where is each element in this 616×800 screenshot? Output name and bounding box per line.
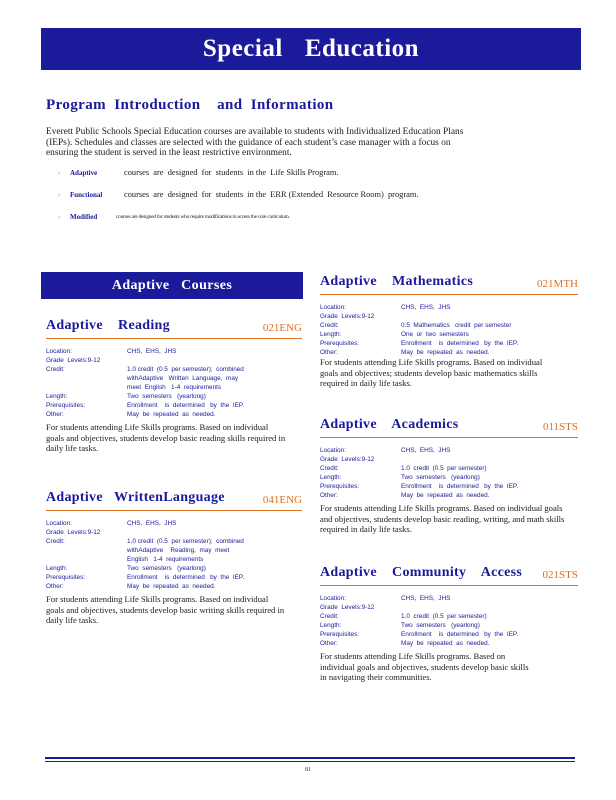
bullet-term: Modified <box>70 213 98 221</box>
course-name: Adaptive Mathematics <box>320 274 474 289</box>
bullet-text: courses are designed for students who require modifications to access the core curriculum. <box>116 214 290 220</box>
grade-levels-label: Grade Levels: <box>46 357 88 364</box>
credit-value: 1.0 credit (0.5 per semester) <box>401 613 487 620</box>
course-code: 021ENG <box>262 322 302 334</box>
bullet-marker-icon: › <box>58 213 61 221</box>
course-header <box>46 484 302 511</box>
footer-rule-thin <box>45 761 575 762</box>
course-code: 041ENG <box>262 494 302 506</box>
credit-line: 1.0 credit (0.5 per semester); combined <box>127 366 244 373</box>
location-value: CHS, EHS, JHS <box>401 447 451 454</box>
credit-value: 1.0 credit (0.5 per semester) <box>401 465 487 472</box>
length-value: One or two semesters <box>401 331 469 338</box>
banner-word-1: Special <box>202 35 283 62</box>
course-name: Adaptive Academics <box>320 417 459 432</box>
length-value: Two semesters (yearlong) <box>127 565 206 572</box>
course-code: 011STS <box>542 421 578 433</box>
credit-value <box>127 537 244 564</box>
course-description: For students attending Life Skills programs. Based on individual goals and objectives, students develop basic reading, writing, and math skills required in daily life tasks. <box>320 503 565 535</box>
prerequisites-value: Enrollment is determined by the IEP. <box>127 402 245 409</box>
grade-levels-value: 9-12 <box>361 604 375 611</box>
course-header <box>320 411 578 438</box>
credit-value <box>127 365 244 392</box>
footer-rule-thick <box>45 757 575 759</box>
grade-levels-value: 9-12 <box>87 529 101 536</box>
course-header <box>320 268 578 295</box>
credit-label: Credit: <box>320 465 339 472</box>
bullet-term: Adaptive <box>70 169 98 177</box>
length-label: Length: <box>320 474 342 481</box>
location-label: Location: <box>320 595 346 602</box>
bullet-modified <box>58 212 558 234</box>
prerequisites-value: Enrollment is determined by the IEP. <box>401 340 519 347</box>
prerequisites-label: Prerequisites: <box>320 631 360 638</box>
prerequisites-value: Enrollment is determined by the IEP. <box>127 574 245 581</box>
grade-levels-value: 9-12 <box>361 313 375 320</box>
credit-label: Credit: <box>320 322 339 329</box>
intro-paragraph: Everett Public Schools Special Education courses are available to students with Individualized Education Plans (IEPs). Schedules and classes are selected with the guidance of each student’s case manager with a focus on ensuring the student is served in the least restrictive environment. <box>46 127 464 159</box>
course-adaptive-mathematics <box>320 268 578 389</box>
other-value: May be repeated as needed. <box>401 349 490 356</box>
grade-levels-value: 9-12 <box>361 456 375 463</box>
bullet-marker-icon: › <box>58 191 61 199</box>
adaptive-courses-heading <box>41 272 303 299</box>
credit-line: 1.0 credit (0.5 per semester); combined <box>127 538 244 545</box>
other-value: May be repeated as needed. <box>127 411 216 418</box>
prerequisites-value: Enrollment is determined by the IEP. <box>401 483 519 490</box>
course-name: Adaptive Community Access <box>320 565 523 580</box>
course-header <box>46 312 302 339</box>
course-adaptive-reading <box>46 312 302 454</box>
grade-levels-label: Grade Levels: <box>320 313 362 320</box>
length-value: Two semesters (yearlong) <box>401 474 480 481</box>
other-label: Other: <box>46 583 64 590</box>
bullet-adaptive <box>58 168 558 190</box>
location-value: CHS, EHS, JHS <box>127 520 177 527</box>
location-label: Location: <box>46 348 72 355</box>
course-description: For students attending Life Skills programs. Based on individual goals and objectives, students develop basic writing skills required in daily life tasks. <box>46 594 285 626</box>
course-description: For students attending Life Skills programs. Based on individual goals and objectives, students develop basic skills in navigating their communities. <box>320 651 529 683</box>
course-code: 021STS <box>542 569 578 581</box>
bullet-marker-icon: › <box>58 169 61 177</box>
bullet-text: courses are designed for students in the ERR (Extended Resource Room) program. <box>124 190 419 199</box>
bullet-functional <box>58 190 558 212</box>
location-label: Location: <box>46 520 72 527</box>
credit-line: withAdaptive Written Language, may <box>127 375 239 382</box>
credit-label: Credit: <box>46 366 65 373</box>
length-value: Two semesters (yearlong) <box>127 393 206 400</box>
other-label: Other: <box>320 640 338 647</box>
course-adaptive-written-language <box>46 484 302 626</box>
course-adaptive-academics <box>320 411 578 535</box>
length-label: Length: <box>320 622 342 629</box>
other-value: May be repeated as needed. <box>127 583 216 590</box>
course-details <box>320 446 578 500</box>
course-details <box>320 303 578 357</box>
length-label: Length: <box>46 393 68 400</box>
length-value: Two semesters (yearlong) <box>401 622 480 629</box>
location-label: Location: <box>320 304 346 311</box>
intro-title: Program Introduction and Information <box>46 97 334 113</box>
prerequisites-label: Prerequisites: <box>320 483 360 490</box>
location-value: CHS, EHS, JHS <box>127 348 177 355</box>
bullet-text: courses are designed for students in the Life Skills Program. <box>124 168 339 177</box>
course-details <box>46 347 302 419</box>
credit-line: withAdaptive Reading, may meet <box>127 547 230 554</box>
banner-word-2: Education <box>304 35 420 62</box>
grade-levels-value: 9-12 <box>87 357 101 364</box>
credit-line: meet English 1-4 requirements <box>127 384 222 391</box>
other-label: Other: <box>320 349 338 356</box>
credit-label: Credit: <box>46 538 65 545</box>
location-value: CHS, EHS, JHS <box>401 595 451 602</box>
prerequisites-value: Enrollment is determined by the IEP. <box>401 631 519 638</box>
course-adaptive-community-access <box>320 559 578 683</box>
course-details <box>46 519 302 591</box>
course-description: For students attending Life Skills programs. Based on individual goals and objectives, students develop basic reading skills required in daily life tasks. <box>46 422 286 454</box>
course-details <box>320 594 578 648</box>
prerequisites-label: Prerequisites: <box>320 340 360 347</box>
other-value: May be repeated as needed. <box>401 492 490 499</box>
credit-line: English 1-4 requirements <box>127 556 204 563</box>
bullet-term: Functional <box>70 191 103 199</box>
course-code: 021MTH <box>537 278 578 290</box>
location-value: CHS, EHS, JHS <box>401 304 451 311</box>
grade-levels-label: Grade Levels: <box>320 604 362 611</box>
prerequisites-label: Prerequisites: <box>46 574 86 581</box>
course-name: Adaptive Reading <box>46 318 170 333</box>
grade-levels-label: Grade Levels: <box>46 529 88 536</box>
course-type-list <box>58 168 558 234</box>
prerequisites-label: Prerequisites: <box>46 402 86 409</box>
location-label: Location: <box>320 447 346 454</box>
other-value: May be repeated as needed. <box>401 640 490 647</box>
adaptive-courses-heading-text: Adaptive Courses <box>111 277 233 293</box>
other-label: Other: <box>320 492 338 499</box>
length-label: Length: <box>320 331 342 338</box>
credit-value: 0.5 Mathematics credit per semester <box>401 322 512 329</box>
course-name: Adaptive WrittenLanguage <box>46 490 225 505</box>
course-description: For students attending Life Skills programs. Based on individual goals and objectives; students develop basic mathematics skills required in daily life tasks. <box>320 357 543 389</box>
credit-label: Credit: <box>320 613 339 620</box>
other-label: Other: <box>46 411 64 418</box>
page-banner <box>41 28 581 70</box>
grade-levels-label: Grade Levels: <box>320 456 362 463</box>
length-label: Length: <box>46 565 68 572</box>
course-header <box>320 559 578 586</box>
page-number: 81 <box>305 767 311 773</box>
